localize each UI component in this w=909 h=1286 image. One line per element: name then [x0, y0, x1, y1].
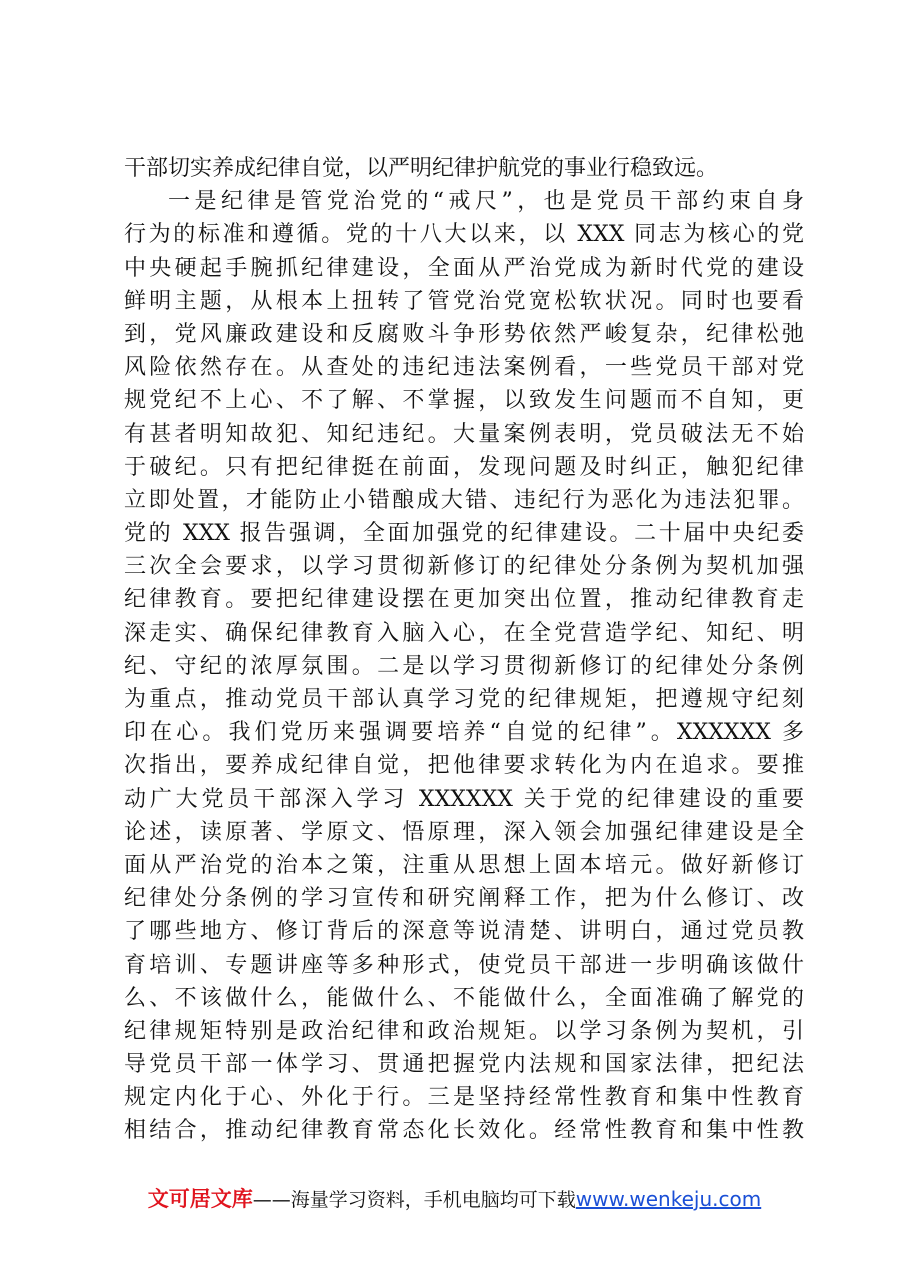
text-line: 纪、守纪的浓厚氛围。二是以学习贯彻新修订的纪律处分条例: [124, 653, 804, 679]
text-line: 立即处置，才能防止小错酿成大错、违纪行为恶化为违法犯罪。: [124, 487, 804, 513]
text-line: 规定内化于心、外化于行。三是坚持经常性教育和集中性教育: [124, 1085, 804, 1111]
text-line: 印在心。我们党历来强调要培养“自觉的纪律”。XXXXXX 多: [124, 720, 804, 746]
text-line: 深走实、确保纪律教育入脑入心，在全党营造学纪、知纪、明: [124, 620, 804, 646]
text-line: 导党员干部一体学习、贯通把握党内法规和国家法律，把纪法: [124, 1052, 804, 1078]
text-line: 风险依然存在。从查处的违纪违法案例看，一些党员干部对党: [124, 355, 804, 381]
text-line: 纪律规矩特别是政治纪律和政治规矩。以学习条例为契机，引: [124, 1018, 804, 1044]
text-line: 为重点，推动党员干部认真学习党的纪律规矩，把遵规守纪刻: [124, 687, 804, 712]
text-line: 相结合，推动纪律教育常态化长效化。经常性教育和集中性教: [124, 1118, 804, 1144]
text-line: 行为的标准和遵循。党的十八大以来，以 XXX 同志为核心的党: [124, 222, 804, 248]
text-line: 中央硬起手腕抓纪律建设，全面从严治党成为新时代党的建设: [124, 255, 804, 281]
text-line: 有甚者明知故犯、知纪违纪。大量案例表明，党员破法无不始: [124, 421, 804, 447]
footer-brand: 文可居文库: [147, 1187, 253, 1211]
text-line: 三次全会要求，以学习贯彻新修订的纪律处分条例为契机加强: [124, 554, 804, 580]
text-line: 育培训、专题讲座等多种形式，使党员干部进一步明确该做什: [124, 952, 804, 978]
text-line: 面从严治党的治本之策，注重从思想上固本培元。做好新修订: [124, 852, 804, 878]
text-line: 动广大党员干部深入学习 XXXXXX 关于党的纪律建设的重要: [124, 786, 804, 812]
footer-site-link[interactable]: www.wenkeju.com: [575, 1187, 762, 1211]
text-line: 鲜明主题，从根本上扭转了管党治党宽松软状况。同时也要看: [124, 288, 804, 314]
footer-slogan: 海量学习资料，手机电脑均可下载: [290, 1189, 576, 1211]
text-line: 到，党风廉政建设和反腐败斗争形势依然严峻复杂，纪律松弛: [124, 321, 804, 347]
footer-banner: [0, 1183, 909, 1213]
document-body: [124, 152, 804, 1148]
text-line: 干部切实养成纪律自觉，以严明纪律护航党的事业行稳致远。: [124, 156, 719, 181]
text-line: 了哪些地方、修订背后的深意等说清楚、讲明白，通过党员教: [124, 919, 804, 945]
text-line: 纪律教育。要把纪律建设摆在更加突出位置，推动纪律教育走: [124, 587, 804, 613]
text-line: 论述，读原著、学原文、悟原理，深入领会加强纪律建设是全: [124, 819, 804, 845]
text-line: 党的 XXX 报告强调，全面加强党的纪律建设。二十届中央纪委: [124, 521, 804, 547]
text-line: 么、不该做什么，能做什么、不能做什么，全面准确了解党的: [124, 985, 804, 1011]
text-line: 纪律处分条例的学习宣传和研究阐释工作，把为什么修订、改: [124, 886, 804, 912]
footer-separator: ——: [252, 1189, 291, 1211]
text-line: 规党纪不上心、不了解、不掌握，以致发生问题而不自知，更: [124, 388, 804, 414]
text-line: 次指出，要养成纪律自觉，把他律要求转化为内在追求。要推: [124, 753, 804, 779]
text-line: 于破纪。只有把纪律挺在前面，发现问题及时纠正，触犯纪律: [124, 454, 804, 480]
text-line: 一是纪律是管党治党的“戒尺”，也是党员干部约束自身: [168, 189, 804, 215]
